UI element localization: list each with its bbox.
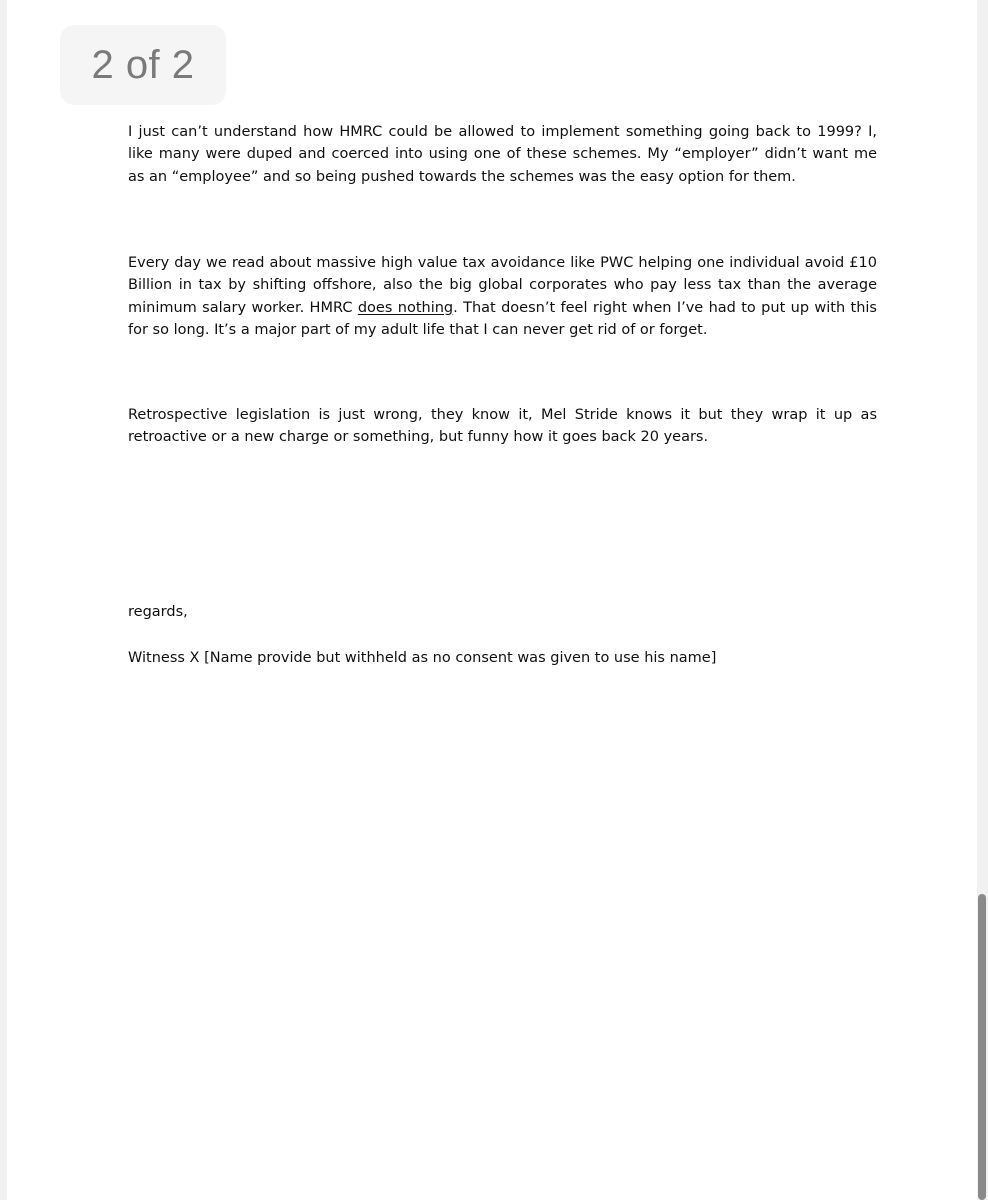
closing-regards: regards,: [128, 604, 188, 620]
underlined-phrase: does nothing: [357, 299, 454, 316]
scrollbar-thumb[interactable]: [978, 894, 986, 1200]
paragraph-tax-avoidance-text-end: . That doesn’t feel right when I’ve had to put up with this for so long. It’s a major part of my adult life that I can never get rid of or forget.: [128, 299, 877, 338]
signature-line: Witness X [Name provide but withheld as no consent was given to use his name]: [128, 650, 717, 666]
paragraph-tax-avoidance: [128, 252, 877, 341]
vertical-scrollbar[interactable]: [978, 0, 986, 1200]
paragraph-retrospective-legislation: Retrospective legislation is just wrong, they know it, Mel Stride knows it but they wrap it up as retroactive or a new charge or something, but funny how it goes back 20 years.: [128, 407, 877, 446]
paragraph-tax-avoidance-text-start: Every day we read about massive high value tax avoidance like PWC helping one individual avoid £10 Billion in tax by shifting offshore, also the big global corporates who pay less tax than the average minimum salary worker. HMRC: [128, 255, 877, 316]
page-indicator: 2 of 2: [60, 25, 226, 105]
document-page: [7, 0, 977, 1200]
paragraph-hmrc-1999: I just can’t understand how HMRC could be allowed to implement something going back to 1999? I, like many were duped and coerced into using one of these schemes. My “employer” didn’t want me as an “employee” and so being pushed towards the schemes was the easy option for them.: [128, 124, 877, 185]
